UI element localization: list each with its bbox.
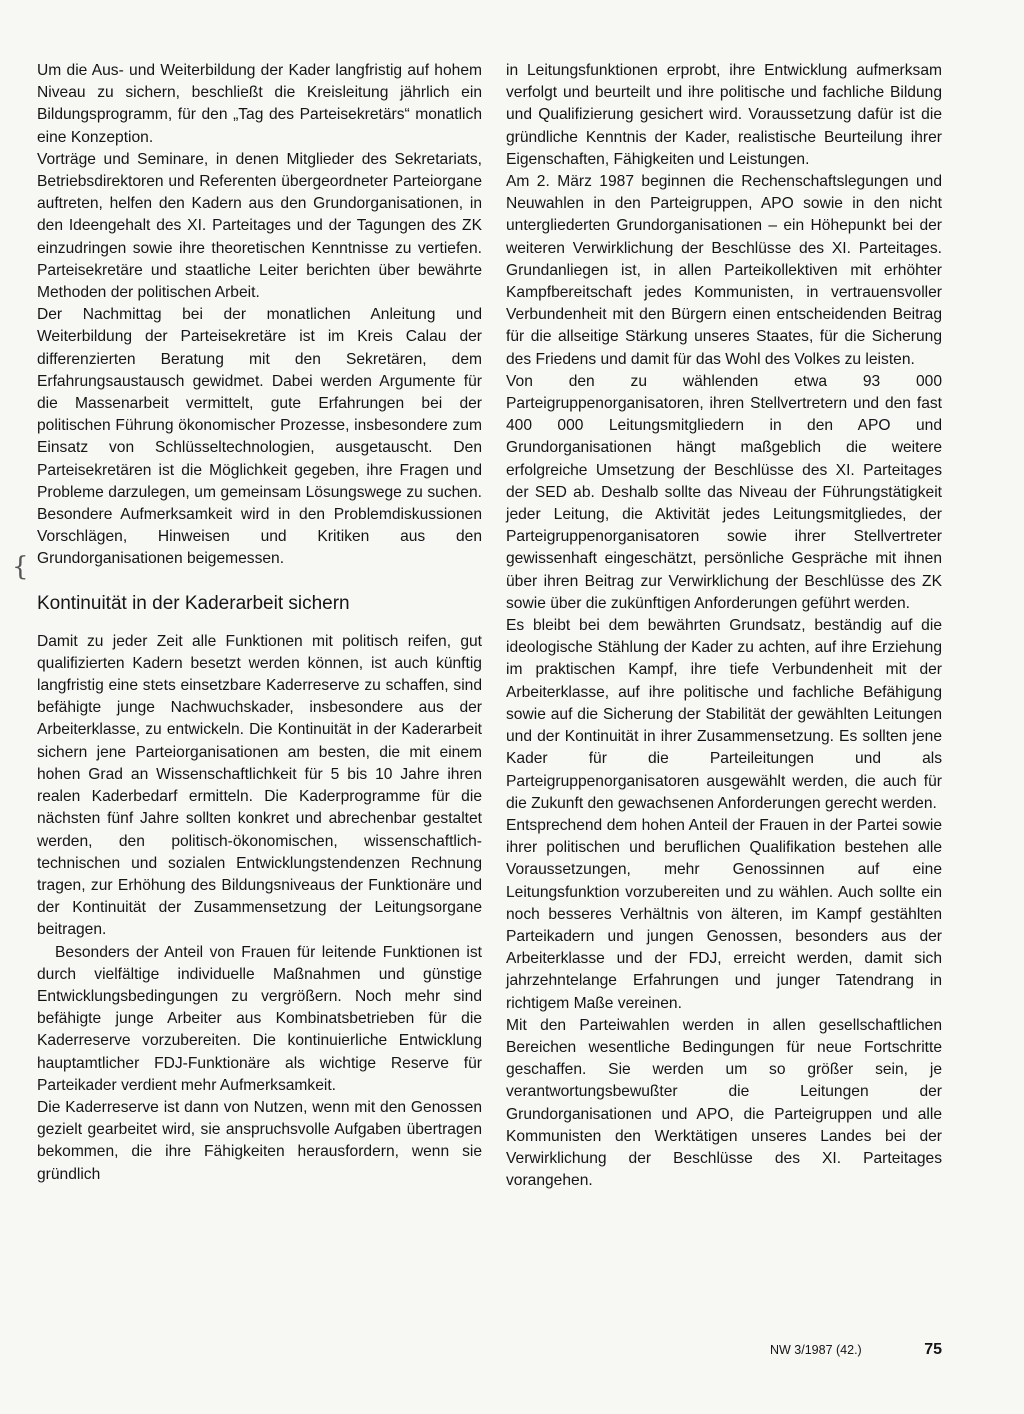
paragraph: in Leitungsfunktionen erprobt, ihre Entwicklung aufmerksam verfolgt und beurteilt und ihre politische und fachliche Bildung und Qualifizierung gesichert wird. Voraussetzung dafür ist die gründliche Kenntnis der Kader, realistische Beurteilung ihrer Eigenschaften, Fähigkeiten und Leistungen. (506, 62, 942, 168)
page-footer (770, 1341, 942, 1359)
source-reference: NW 3/1987 (42.) (770, 1343, 862, 1357)
paragraph: Entsprechend dem hohen Anteil der Frauen in der Partei sowie ihrer politischen und beruflichen Qualifikation bestehen alle Voraussetzungen, mehr Genossinnen auf eine Leitungsfunktion vorzubereiten und zu wählen. Auch sollte ein noch besseres Verhältnis von älteren, im Kampf gestählten Parteikadern und jungen Genossen, besonders aus der Arbeiterklasse und der FDJ, erreicht werden, damit sich jahrzehntelange Erfahrungen und junger Tatendrang in richtigem Maße vereinen. (506, 816, 942, 1012)
paragraph: Von den zu wählenden etwa 93 000 Parteigruppenorganisatoren, ihren Stellvertretern und den fast 400 000 Leitungsmitgliedern in den APO und Grundorganisationen hängt maßgeblich die weitere erfolgreiche Umsetzung der Beschlüsse des XI. Parteitages der SED ab. Deshalb sollte das Niveau der Führungstätigkeit jeder Leitung, die Aktivität jedes Leitungsmitgliedes, der Parteigruppenorganisatoren sowie ihrer Stellvertreter gewissenhaft eingeschätzt, persönliche Gespräche mit ihnen über ihren Beitrag zur Verwirklichung der Beschlüsse des ZK sowie über die zukünftigen Anforderungen geführt werden. (506, 372, 942, 612)
paragraph: Mit den Parteiwahlen werden in allen gesellschaftlichen Bereichen wesentliche Bedingungen für neue Fortschritte geschaffen. Sie werden um so größer sein, je verantwortungsbewußter die Leitungen der Grundorganisationen und APO, die Parteigruppen und alle Kommunisten den Werktätigen unseres Landes bei der Verwirklichung der Beschlüsse des XI. Parteitages vorangehen. (506, 1016, 942, 1190)
page-number: 75 (924, 1341, 942, 1358)
paragraph: Am 2. März 1987 beginnen die Rechenschaftslegungen und Neuwahlen in den Parteigruppen, APO sowie in den nicht untergliederten Grundorganisationen – ein Höhepunkt bei der weiteren Verwirklichung der Beschlüsse des XI. Parteitages. Grundanliegen ist, in allen Parteikollektiven mit erhöhter Kampfbereitschaft jedes Kommunisten, in vertrauensvoller Verbundenheit mit den Bürgern einen entscheidenden Beitrag für die allseitige Stärkung unseres Staates, für die Sicherung des Friedens und damit für das Wohl des Volkes zu leisten. (506, 173, 942, 368)
right-column (506, 60, 942, 1192)
paragraph: Vorträge und Seminare, in denen Mitglieder des Sekretariats, Betriebsdirektoren und Referenten übergeordneter Parteiorgane auftreten, helfen den Kadern aus den Grundorganisationen, in den Ideengehalt des XI. Parteitages und der Tagungen des ZK einzudringen sowie ihre theoretischen Kenntnisse zu vertiefen. Parteisekretäre und staatliche Leiter berichten über bewährte Methoden der politischen Arbeit. (37, 150, 482, 302)
paragraph: Es bleibt bei dem bewährten Grundsatz, beständig auf die ideologische Stählung der Kader zu achten, auf ihre Erziehung im praktischen Kampf, ihre tiefe Verbundenheit mit der Arbeiterklasse, auf ihre politische und fachliche Befähigung sowie auf die Sicherung der Stabilität der gewählten Leitungen und der Kontinuität in ihrer Zusammensetzung. Es sollten jene Kader für die Parteileitungen und als Parteigruppenorganisatoren ausgewählt werden, die auch für die Zukunft den gewachsenen Anforderungen gerecht werden. (506, 617, 942, 812)
section-heading: Kontinuität in der Kaderarbeit sichern (37, 592, 350, 614)
paragraph: Um die Aus- und Weiterbildung der Kader langfristig auf hohem Niveau zu sichern, beschließt die Kreisleitung jährlich ein Bildungsprogramm, für den „Tag des Parteisekretärs“ monatlich eine Konzeption. (37, 62, 482, 146)
paragraph: Damit zu jeder Zeit alle Funktionen mit politisch reifen, gut qualifizierten Kadern besetzt werden können, ist auch künftig langfristig eine stets einsetzbare Kaderreserve zu schaffen, sind befähigte junge Nachwuchskader, insbesondere aus der Arbeiterklasse, zu entwickeln. Die Kontinuität in der Kaderarbeit sichern jene Parteiorganisationen am besten, die mit einem hohen Grad an Wissenschaftlichkeit für 5 bis 10 Jahre ihren realen Kaderbedarf ermitteln. Die Kaderprogramme für die nächsten fünf Jahre sollten konkret und abrechenbar gestaltet werden, den politisch-ökonomischen, wissenschaftlich-technischen und sozialen Entwicklungstendenzen Rechnung tragen, zur Erhöhung des Bildungsniveaus der Funktionäre und der Kontinuität der Zusammensetzung der Leitungsorgane beitragen. (37, 632, 482, 939)
paragraph: Die Kaderreserve ist dann von Nutzen, wenn mit den Genossen gezielt gearbeitet wird, sie anspruchsvolle Aufgaben übertragen bekommen, die ihre Fähigkeiten herausfordern, wenn sie gründlich (37, 1098, 482, 1183)
paragraph: Besonders der Anteil von Frauen für leitende Funktionen ist durch vielfältige individuelle Maßnahmen und günstige Entwicklungsbedingungen zu vergrößern. Noch mehr sind befähigte junge Arbeiter aus Kombinatsbetrieben für die Kaderreserve vorzubereiten. Die kontinuierliche Entwicklung hauptamtlicher FDJ-Funktionäre als wichtige Reserve für Parteikader verdient mehr Aufmerksamkeit. (37, 943, 482, 1094)
margin-brace-mark: { (12, 552, 29, 582)
left-column (37, 60, 482, 1186)
paragraph: Der Nachmittag bei der monatlichen Anleitung und Weiterbildung der Parteisekretäre ist im Kreis Calau der differenzierten Beratung mit den Sekretären, dem Erfahrungsaustausch gewidmet. Dabei werden Argumente für die Massenarbeit vermittelt, gute Erfahrungen bei der politischen Führung ökonomischer Prozesse, insbesondere zum Einsatz von Schlüsseltechnologien, ausgetauscht. Den Parteisekretären ist die Möglichkeit gegeben, ihre Fragen und Probleme darzulegen, um gemeinsam Lösungswege zu suchen. Besondere Aufmerksamkeit wird in den Problemdiskussionen Vorschlägen, Hinweisen und Kritiken aus den Grundorganisationen beigemessen. (37, 306, 482, 568)
